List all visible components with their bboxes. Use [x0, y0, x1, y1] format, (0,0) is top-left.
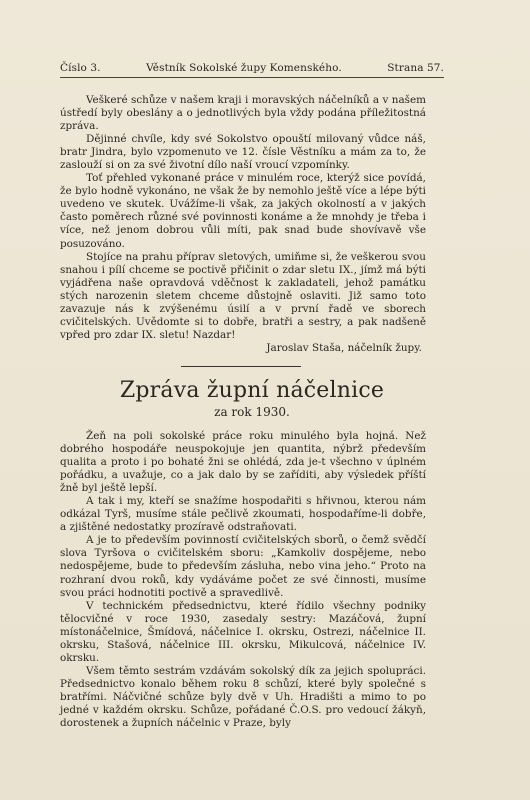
- issue-number: Číslo 3.: [60, 62, 101, 74]
- paragraph: Veškeré schůze v našem kraji i moravských náčelníků a v našem ústředí byly obeslány a o jednotlivých byla vždy podána příležitostná zpráva.: [60, 94, 426, 133]
- article-body: [60, 430, 426, 730]
- paragraph: A tak i my, kteří se snažíme hospodařiti s hřivnou, kterou nám odkázal Tyrš, musíme stále pečlivě zkoumati, hospodaříme-li dobře, a zjištěné nedostatky prozíravě odstraňovati.: [60, 495, 426, 534]
- signature: Jaroslav Staša, náčelník župy.: [266, 341, 422, 354]
- paragraph: Toť přehled vykonané práce v minulém roce, kterýž sice povídá, že bylo hodně vykonáno, ne však že by nemohlo ještě více a lépe býti uvedeno ve skutek. Uvážíme-li však, za jakých okolností a v jakých často poměrech různé své povinnosti konáme a že mnohdy je třeba i více, než jenom dobrou vůli míti, pak snad bude shovívavě vše posuzováno.: [60, 172, 426, 250]
- paragraph: Žeň na poli sokolské práce roku minulého byla hojná. Než dobrého hospodáře neuspokojuje jen quantita, nýbrž především qualita a proto i po bohaté žni se ohlédá, zda je-t všechno v úplném pořádku, a uvažuje, co a jak dalo by se zaříditi, aby výsledek příští žně byl ještě lepší.: [60, 430, 426, 495]
- section-divider: [181, 366, 301, 367]
- paragraph: Všem těmto sestrám vzdávám sokolský dík za jejich spolupráci. Předsednictvo konalo během roku 8 schůzí, které byly společné s bratřími. Náčvičné schůze byly dvě v Uh. Hradišti a mimo to po jedné v každém okrsku. Schůze, pořádané Č.O.S. pro vedoucí žákyň, dorostenek a župních náčelnic v Praze, byly: [60, 664, 426, 730]
- paragraph: Stojíce na prahu příprav sletových, umiňme si, že veškerou svou snahou i pílí chceme se poctivě přičinit o zdar sletu IX., jímž má býti vyjádřena naše opravdová vděčnost k zakladateli, jehož památku stých narozenin sletem chceme důstojně oslaviti. Již samo toto zavazuje nás k zvýšenému úsilí a v první řadě ve sborech cvičitelských. Uvědomte si to dobře, bratři a sestry, a pak nadšeně vpřed pro zdar IX. sletu! Nazdar!: [60, 250, 426, 341]
- header-rule: [60, 77, 444, 78]
- paragraph: A je to především povinností cvičitelských sborů, o čemž svědčí slova Tyršova o cvičitelském sboru: „Kamkoliv dospějeme, nebo nedospějeme, bude to především zásluha, nebo vina jeho.“ Proto na rozhraní dvou roků, kdy vydáváme počet ze své činnosti, musíme svou práci hodnotiti poctivě a spravedlivě.: [60, 534, 426, 599]
- paragraph: V technickém předsednictvu, které řídilo všechny podniky tělocvičné v roce 1930, zasedaly sestry: Mazáčová, župní místonáčelnice, Šmídová, náčelnice I. okrsku, Ostrezi, náčelnice II. okrsku, Stašová, náčelnice III. okrsku, Mikulcová, náčelnice IV. okrsku.: [60, 599, 426, 664]
- paragraph: Dějinné chvíle, kdy své Sokolstvo opouští milovaný vůdce náš, bratr Jindra, bylo vzpomenuto ve 12. čísle Věstníku a mám za to, že zaslouží si on za své životní dílo naší vroucí vzpomínky.: [60, 133, 426, 172]
- previous-report-section: [60, 94, 426, 355]
- running-header: [60, 62, 444, 74]
- page-number: Strana 57.: [387, 62, 444, 74]
- article-title: Zpráva župní náčelnice: [119, 378, 385, 403]
- journal-title: Věstník Sokolské župy Komenského.: [146, 62, 342, 74]
- article-subtitle: za rok 1930.: [214, 405, 290, 419]
